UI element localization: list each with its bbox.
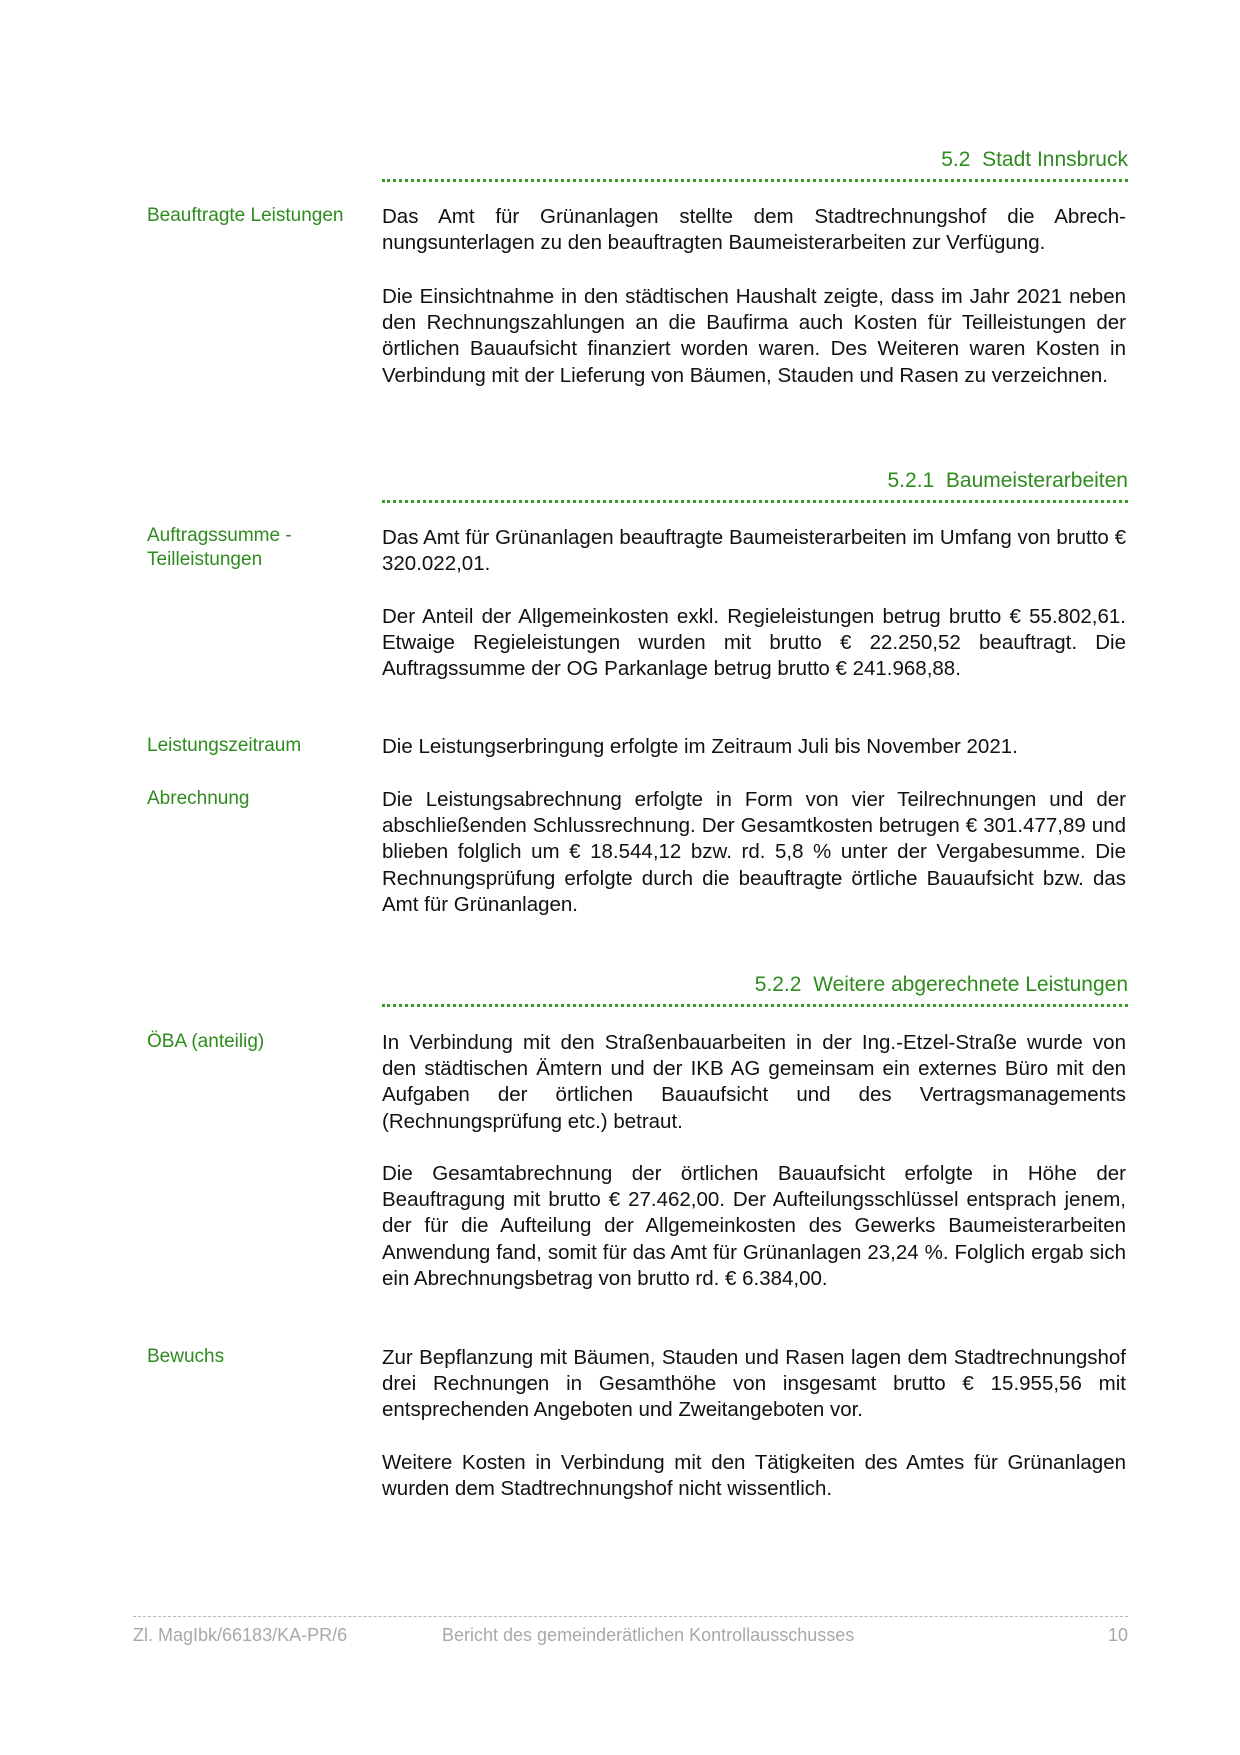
section-number: 5.2.1 xyxy=(887,469,935,492)
section-heading-5-2 xyxy=(382,147,1128,182)
section-heading-5-2-1 xyxy=(382,468,1128,503)
side-label-leistungszeitraum: Leistungszeitraum xyxy=(147,735,302,756)
section-number: 5.2 xyxy=(941,148,971,171)
paragraph: Das Amt für Grünanlagen stellte dem Stadtrechnungshof die Abrechnungsunterlagen zu den beauftragten Baumeisterarbeiten zur Verfügung. xyxy=(382,205,1126,255)
section-title: Weitere abgerechnete Leistungen xyxy=(813,973,1128,996)
paragraph: Die Leistungserbringung erfolgte im Zeitraum Juli bis November 2021. xyxy=(382,735,1018,758)
side-label-oeba: ÖBA (anteilig) xyxy=(147,1031,265,1052)
section-title: Baumeisterarbeiten xyxy=(945,469,1128,492)
paragraph: Weitere Kosten in Verbindung mit den Tätigkeiten des Amtes für Grünanlagen wurden dem Stadtrechnungshof nicht wissentlich. xyxy=(382,1451,1126,1501)
side-label-beauftragte-leistungen: Beauftragte Leistungen xyxy=(147,205,344,226)
paragraph: Die Gesamtabrechnung der örtlichen Bauaufsicht erfolgte in Höhe der Beauftragung mit brutto € 27.462,00. Der Aufteilungsschlüssel entsprach jenem, der für die Aufteilung der Allgemeinkosten des Gewerks Baumeisterarbeiten Anwendung fand, somit für das Amt für Grünanlagen 23,24 %. Folglich ergab sich ein Abrechnungsbetrag von brutto rd. € 6.384,00. xyxy=(382,1162,1126,1290)
paragraph: Zur Bepflanzung mit Bäumen, Stauden und Rasen lagen dem Stadtrechnungshof drei Rechnungen in Gesamthöhe von insgesamt brutto € 15.955,56 mit entsprechenden Angeboten und Zweitangeboten vor. xyxy=(382,1346,1126,1422)
paragraph: Die Einsichtnahme in den städtischen Haushalt zeigte, dass im Jahr 2021 neben den Rechnungszahlungen an die Baufirma auch Kosten für Teilleistungen der örtlichen Bauaufsicht finanziert worden waren. Des Weiteren waren Kosten in Verbindung mit der Lieferung von Bäumen, Stauden und Rasen zu verzeichnen. xyxy=(382,285,1126,387)
side-label-bewuchs: Bewuchs xyxy=(147,1346,225,1367)
footer-divider xyxy=(133,1616,1128,1617)
page-number: 10 xyxy=(1107,1625,1128,1645)
paragraph: Der Anteil der Allgemeinkosten exkl. Regieleistungen betrug brutto € 55.802,61. Etwaige Regieleistungen wurden mit brutto € 22.250,52 beauftragt. Die Auftragssumme der OG Parkanlage betrug brutto € 241.968,88. xyxy=(382,605,1126,681)
paragraph: Das Amt für Grünanlagen beauftragte Baumeisterarbeiten im Umfang von brutto € 320.022,01. xyxy=(382,526,1126,576)
paragraph: Die Leistungsabrechnung erfolgte in Form von vier Teilrechnungen und der abschließenden Schlussrechnung. Der Gesamtkosten betrugen € 301.477,89 und blieben folglich um € 18.544,12 bzw. rd. 5,8 % unter der Vergabesumme. Die Rechnungsprüfung erfolgte durch die beauftragte örtliche Bauaufsicht bzw. das Amt für Grünanlagen. xyxy=(382,788,1126,916)
section-heading-5-2-2 xyxy=(382,972,1128,1007)
section-number: 5.2.2 xyxy=(754,973,802,996)
footer-report-title: Bericht des gemeinderätlichen Kontrollausschusses xyxy=(442,1625,855,1645)
footer-reference: Zl. MagIbk/66183/KA-PR/6 xyxy=(133,1625,348,1645)
side-label-auftragssumme: Auftragssumme - Teilleistungen xyxy=(147,525,292,570)
side-label-abrechnung: Abrechnung xyxy=(147,788,250,809)
paragraph: In Verbindung mit den Straßenbauarbeiten in der Ing.-Etzel-Straße wurde von den städtischen Ämtern und der IKB AG gemeinsam ein externes Büro mit den Aufgaben der örtlichen Bauaufsicht und des Vertragsmanagements (Rechnungsprüfung etc.) betraut. xyxy=(382,1031,1126,1133)
section-title: Stadt Innsbruck xyxy=(982,148,1128,171)
